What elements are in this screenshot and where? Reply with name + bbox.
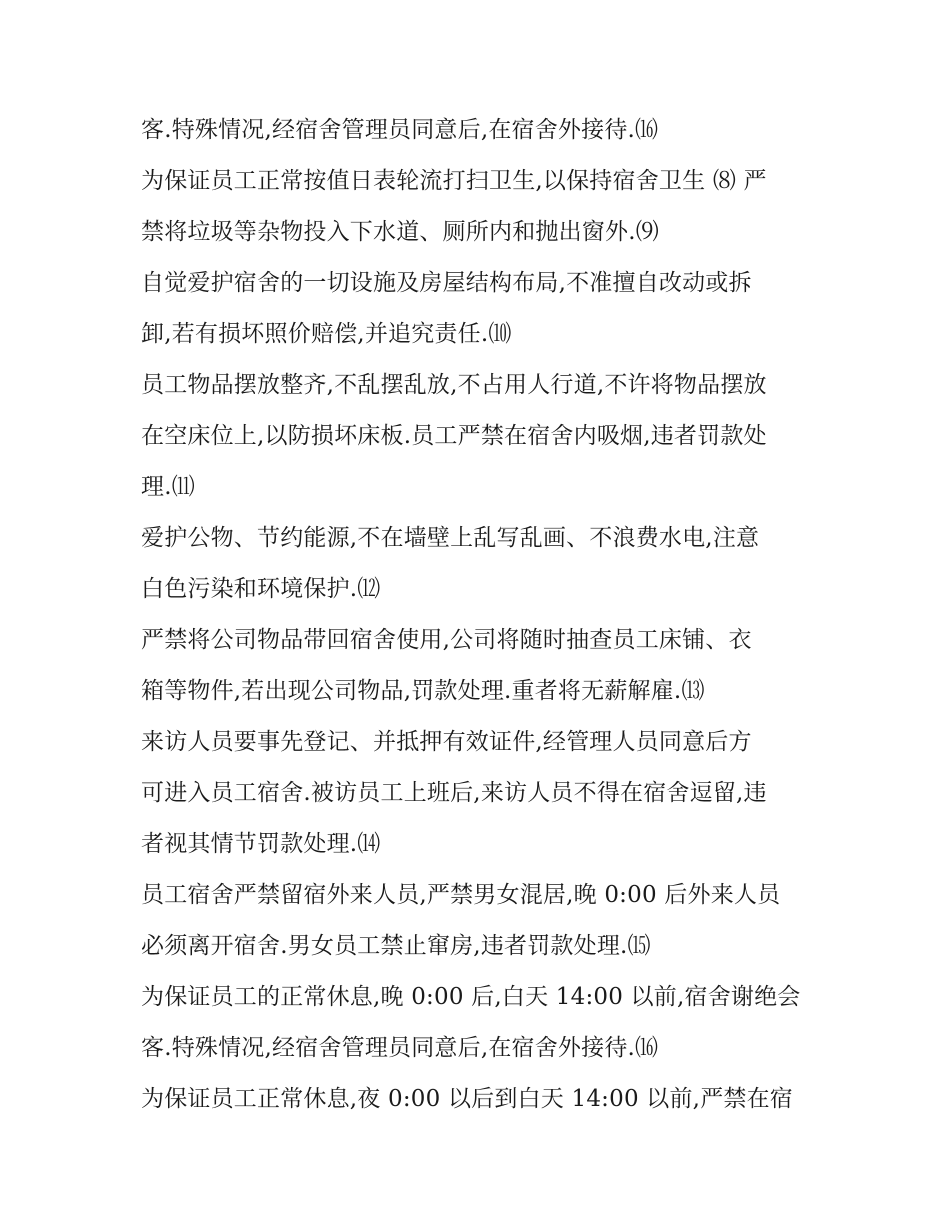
document-body [141,105,821,1125]
text-line: 自觉爱护宿舍的一切设施及房屋结构布局,不准擅自改动或拆 [141,270,752,296]
text-line: 卸,若有损坏照价赔偿,并追究责任.⑽ [141,321,512,347]
text-line: 箱等物件,若出现公司物品,罚款处理.重者将无薪解雇.⒀ [141,678,705,704]
text-line: 为保证员工正常按值日表轮流打扫卫生,以保持宿舍卫生 ⑻ 严 [141,168,767,194]
text-line: 者视其情节罚款处理.⒁ [141,831,381,857]
text-line: 为保证员工正常休息,夜 0:00 以后到白天 14:00 以前,严禁在宿 [141,1086,793,1112]
text-line: 来访人员要事先登记、并抵押有效证件,经管理人员同意后方 [141,729,752,755]
text-line: 员工宿舍严禁留宿外来人员,严禁男女混居,晚 0:00 后外来人员 [141,882,781,908]
text-line: 严禁将公司物品带回宿舍使用,公司将随时抽查员工床铺、衣 [141,627,752,653]
text-line: 客.特殊情况,经宿舍管理员同意后,在宿舍外接待.⒃ [141,117,659,143]
text-line: 在空床位上,以防损坏床板.员工严禁在宿舍内吸烟,违者罚款处 [141,423,767,449]
text-line: 理.⑾ [141,474,195,500]
text-line: 禁将垃圾等杂物投入下水道、厕所内和抛出窗外.⑼ [141,219,659,245]
text-line: 可进入员工宿舍.被访员工上班后,来访人员不得在宿舍逗留,违 [141,780,767,806]
text-line: 爱护公物、节约能源,不在墙壁上乱写乱画、不浪费水电,注意 [141,525,760,551]
text-line: 员工物品摆放整齐,不乱摆乱放,不占用人行道,不许将物品摆放 [141,372,767,398]
text-line: 客.特殊情况,经宿舍管理员同意后,在宿舍外接待.⒃ [141,1035,659,1061]
text-line: 白色污染和环境保护.⑿ [141,576,381,602]
text-line: 为保证员工的正常休息,晚 0:00 后,白天 14:00 以前,宿舍谢绝会 [141,984,801,1010]
text-line: 必须离开宿舍.男女员工禁止窜房,违者罚款处理.⒂ [141,933,651,959]
